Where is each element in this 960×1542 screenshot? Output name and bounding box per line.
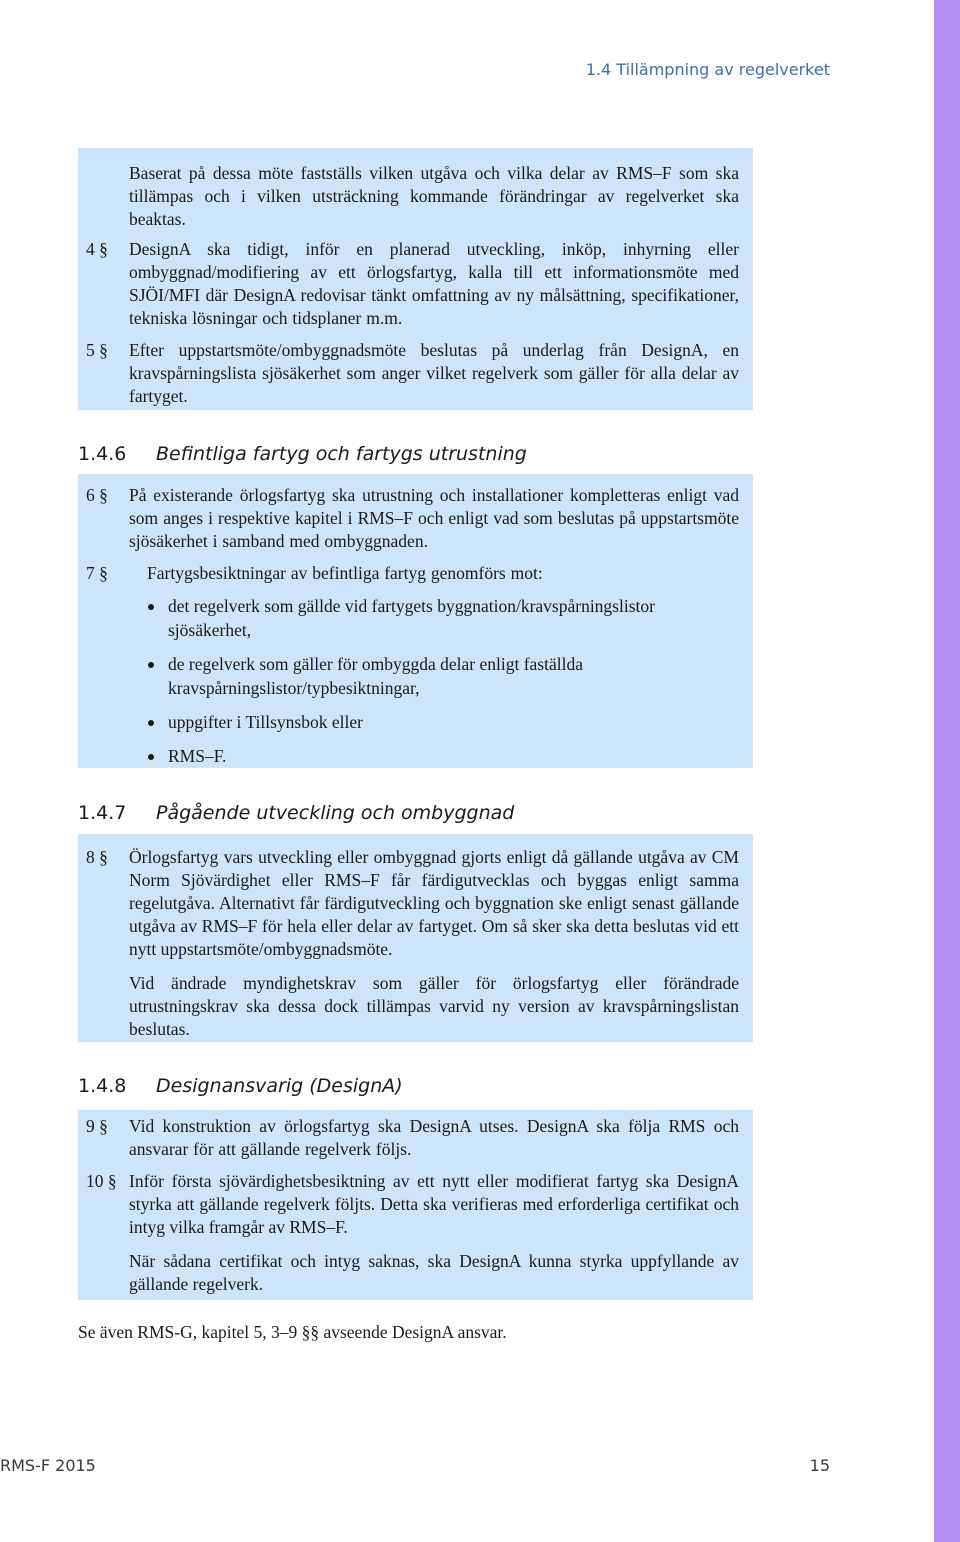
rule-8-text: Örlogsfartyg vars utveckling eller ombyggnad gjorts enligt då gällande utgåva av CM Norm Sjövärdighet eller RMS–F får färdigutvecklas och byggas enligt samma regelutgåva. Alternativt får färdigutveckling och byggnation ske enligt senast gällande utgåva av RMS–F för hela eller delar av fartyget. Om så sker ska detta beslutas vid ett nytt uppstartsmöte/ombyggnadsmöte. <box>129 847 739 959</box>
rule-number-6: 6 § <box>86 485 108 505</box>
footer-page-number: 15 <box>809 1456 830 1475</box>
rule-8-body <box>129 846 739 1041</box>
rule-4-text: DesignA ska tidigt, inför en planerad utveckling, inköp, inhyrning eller ombyggnad/modifiering av ett örlogsfartyg, kalla till ett informationsmöte med SJÖI/MFI där DesignA redovisar tänkt omfattning av ny målsättning, specifikationer, tekniska lösningar och tidsplaner m.m. <box>129 239 739 328</box>
rule-10-text-2: När sådana certifikat och intyg saknas, ska DesignA kunna styrka uppfyllande av gällande regelverk. <box>129 1251 739 1294</box>
bullet-icon <box>148 662 154 668</box>
rule-6-text: På existerande örlogsfartyg ska utrustning och installationer kompletteras enligt vad som anges i respektive kapitel i RMS–F och enligt vad som beslutas på uppstartsmöte sjösäkerhet i samband med ombyggnaden. <box>129 485 739 551</box>
rule-number-4: 4 § <box>86 239 108 259</box>
list-item: de regelverk som gäller för ombyggda delar enligt faställda kravspårningslistor/typbesiktningar, <box>146 652 706 700</box>
list-item: det regelverk som gällde vid fartygets byggnation/kravspårningslistor sjösäkerhet, <box>146 594 706 642</box>
inspection-basis-list <box>146 594 706 778</box>
running-header: 1.4 Tillämpning av regelverket <box>585 60 830 79</box>
rule-10-body <box>129 1170 739 1296</box>
rule-box-2 <box>78 474 753 768</box>
section-heading-1-4-8 <box>78 1075 403 1097</box>
bullet-icon <box>148 754 154 760</box>
section-number: 1.4.8 <box>78 1075 127 1097</box>
section-heading-1-4-6 <box>78 443 527 465</box>
rule-number-9: 9 § <box>86 1116 108 1136</box>
section-number: 1.4.6 <box>78 443 127 465</box>
rule-box-1 <box>78 148 753 410</box>
rule-9-text: Vid konstruktion av örlogsfartyg ska DesignA utses. DesignA ska följa RMS och ansvarar för att gällande regelverk följs. <box>129 1116 739 1159</box>
section-title: Befintliga fartyg och fartygs utrustning <box>156 443 527 465</box>
section-number: 1.4.7 <box>78 802 127 824</box>
list-item: RMS–F. <box>146 744 706 768</box>
rule-number-5: 5 § <box>86 340 108 360</box>
rule-5-text: Efter uppstartsmöte/ombyggnadsmöte beslutas på underlag från DesignA, en kravspårningslista sjösäkerhet som anger vilket regelverk som gäller för alla delar av fartyget. <box>129 340 739 406</box>
list-item: uppgifter i Tillsynsbok eller <box>146 710 706 734</box>
side-color-bar <box>934 0 960 1542</box>
section-title: Designansvarig (DesignA) <box>156 1075 403 1097</box>
rule-box-3 <box>78 834 753 1042</box>
section-heading-1-4-7 <box>78 802 514 824</box>
rule-box-4 <box>78 1110 753 1300</box>
rule-number-8: 8 § <box>86 847 108 867</box>
intro-paragraph: Baserat på dessa möte fastställs vilken utgåva och vilka delar av RMS–F som ska tillämpas och i vilken utsträckning kommande förändringar av regelverket ska beaktas. <box>129 163 739 229</box>
rule-10-text: Inför första sjövärdighetsbesiktning av ett nytt eller modifierat fartyg ska DesignA styrka att gällande regelverk följts. Detta ska verifieras med erforderliga certifikat och intyg vilka framgår av RMS–F. <box>129 1171 739 1237</box>
bullet-icon <box>148 720 154 726</box>
section-title: Pågående utveckling och ombyggnad <box>156 802 515 824</box>
footer-document-id: RMS-F 2015 <box>0 1456 96 1475</box>
rule-8-text-2: Vid ändrade myndighetskrav som gäller för örlogsfartyg eller förändrade utrustningskrav ska dessa dock tillämpas varvid ny version av kravspårningslistan beslutas. <box>129 973 739 1039</box>
rule-number-7: 7 § <box>86 563 108 583</box>
see-also-note: Se även RMS-G, kapitel 5, 3–9 §§ avseende DesignA ansvar. <box>78 1322 507 1342</box>
bullet-icon <box>148 604 154 610</box>
rule-7-text: Fartygsbesiktningar av befintliga fartyg genomförs mot: <box>147 563 543 583</box>
rule-number-10: 10 § <box>86 1171 117 1191</box>
